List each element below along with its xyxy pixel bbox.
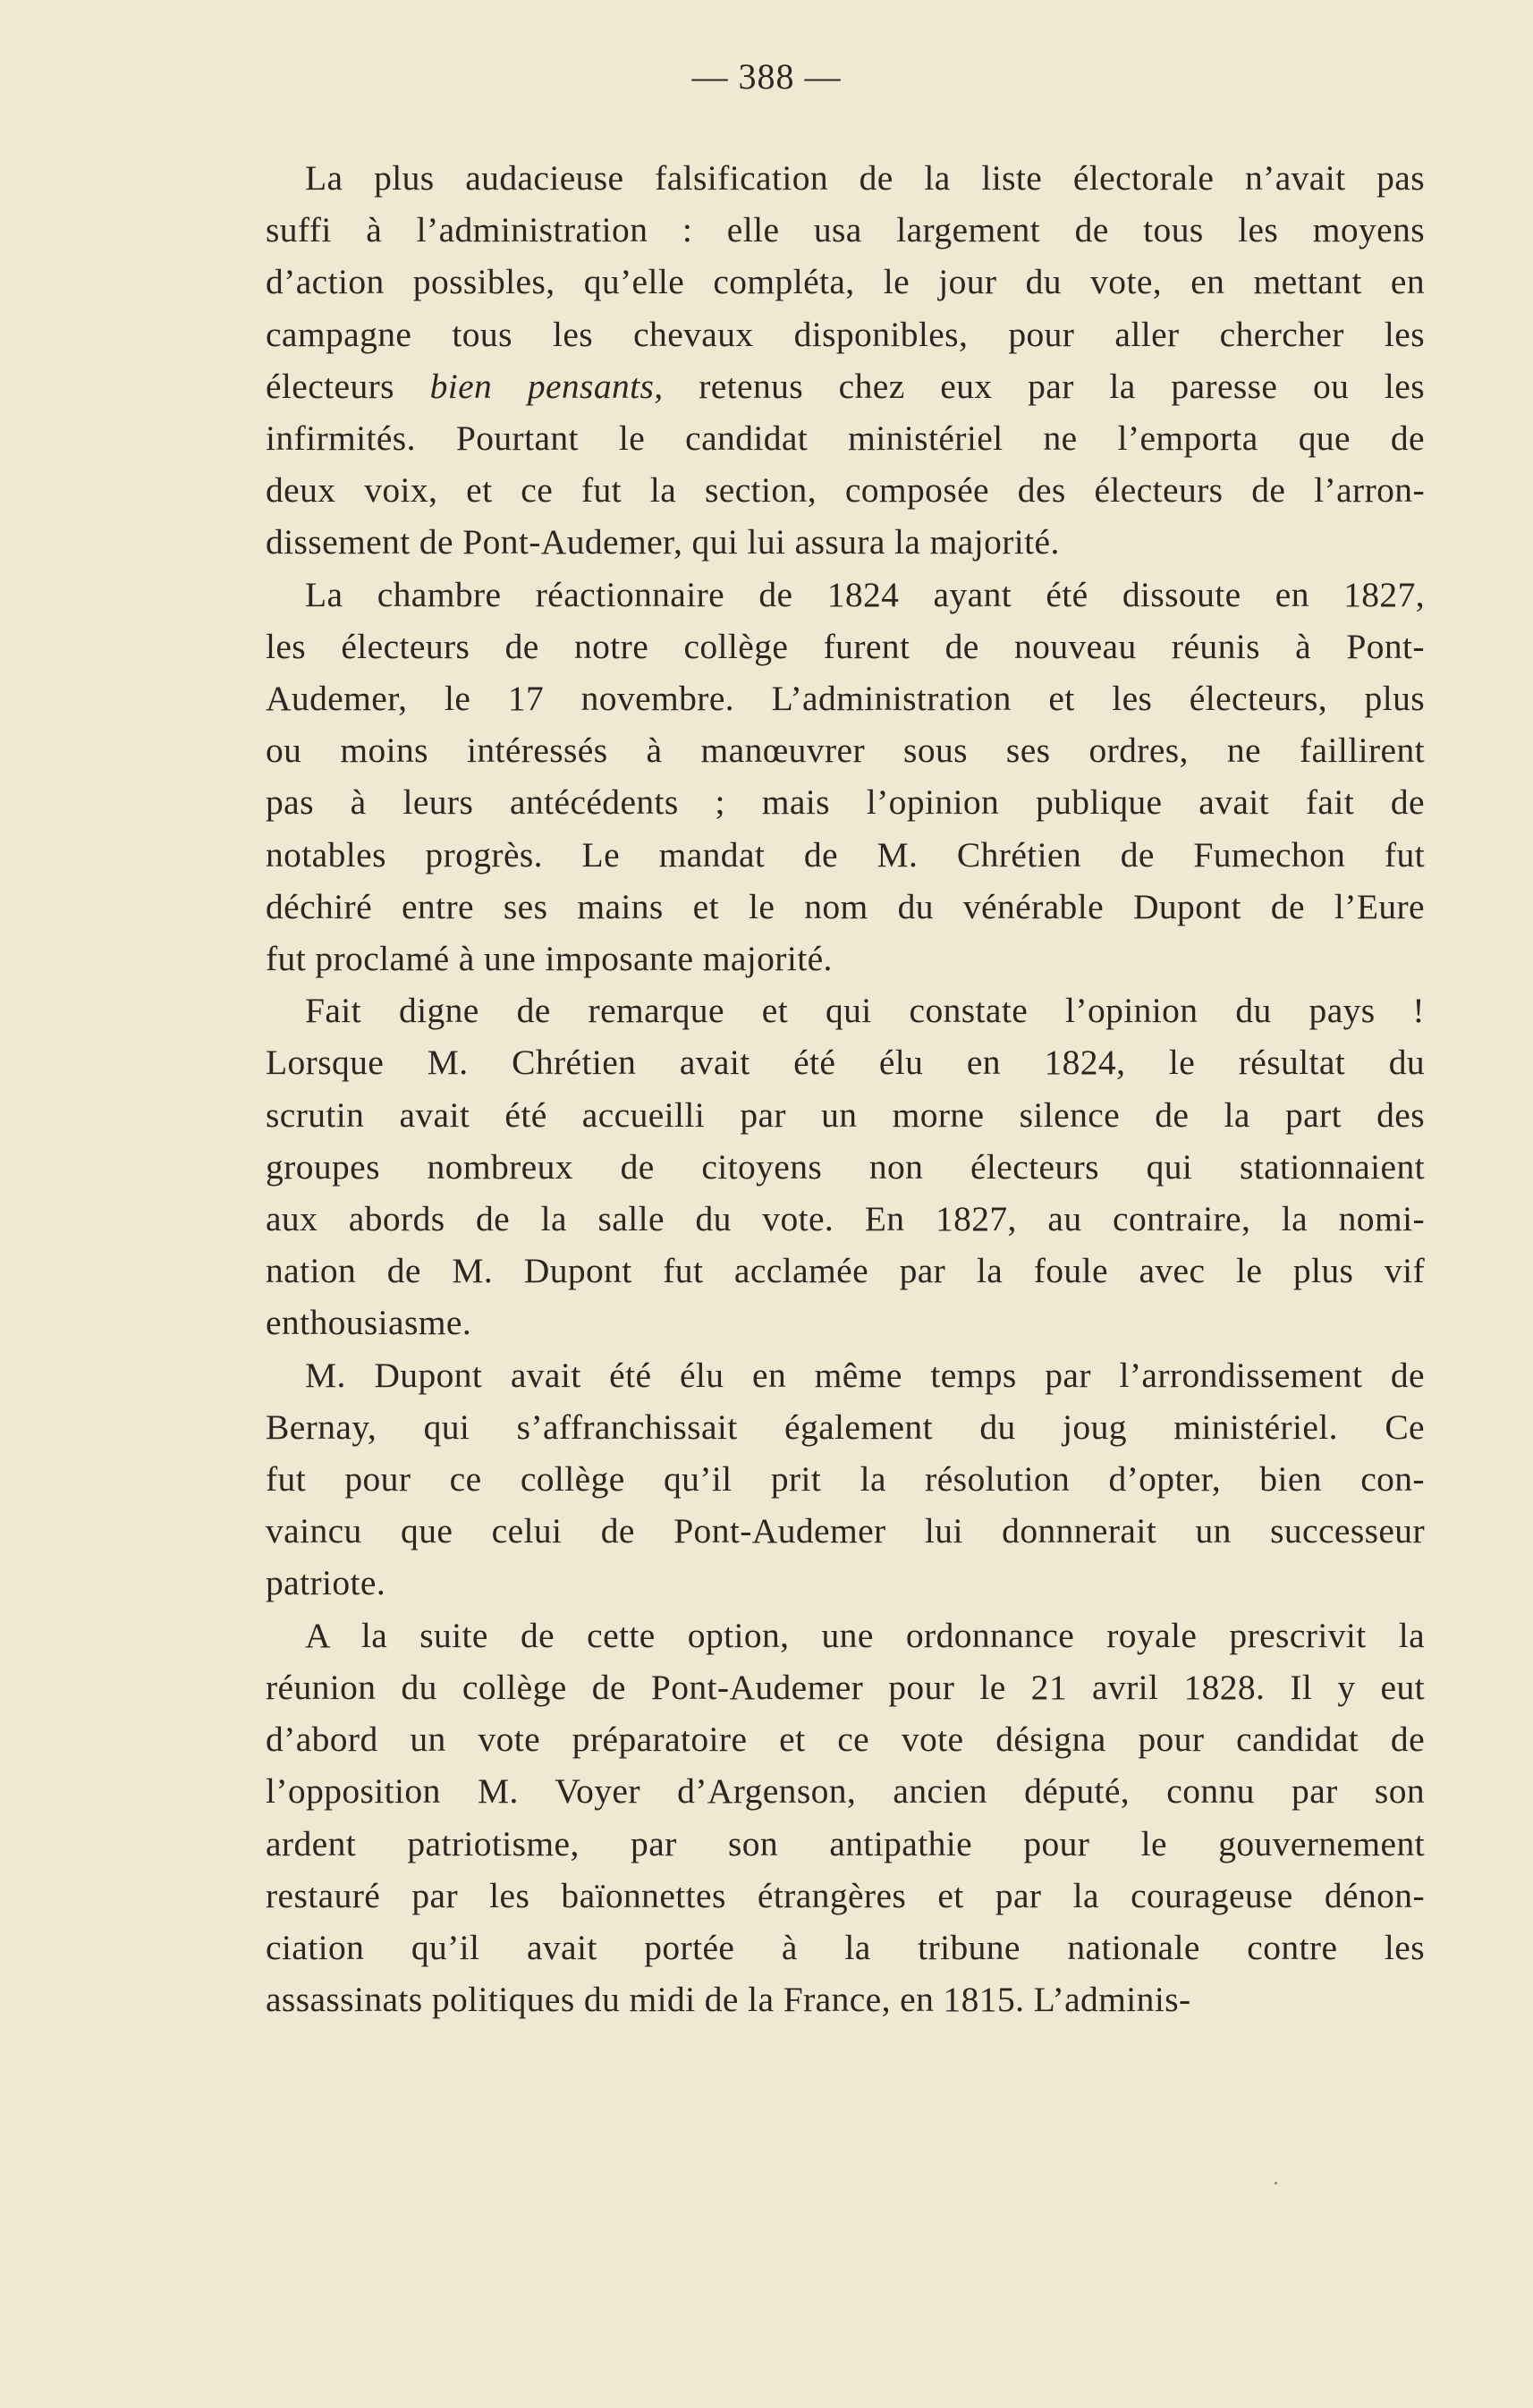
text-line: Lorsque M. Chrétien avait été élu en 1824, le résultat du: [266, 1043, 1425, 1083]
paragraph: [226, 569, 1425, 985]
text-line: Audemer, le 17 novembre. L’administration et les électeurs, plus: [266, 679, 1425, 719]
text-line: restauré par les baïonnettes étrangères et par la courageuse dénon-: [266, 1875, 1425, 1915]
text-line: d’action possibles, qu’elle compléta, le jour du vote, en mettant en: [266, 262, 1425, 302]
text-line: fut pour ce collège qu’il prit la résolution d’opter, bien con-: [266, 1459, 1425, 1500]
text-line: pas à leurs antécédents ; mais l’opinion publique avait fait de: [266, 782, 1425, 823]
text-line: fut proclamé à une imposante majorité.: [266, 939, 833, 979]
text-line: M. Dupont avait été élu en même temps par l’arrondissement de: [305, 1355, 1425, 1395]
text-line: l’opposition M. Voyer d’Argenson, ancien député, connu par son: [266, 1771, 1425, 1812]
text-line: A la suite de cette option, une ordonnance royale prescrivit la: [305, 1615, 1425, 1655]
text-line: vaincu que celui de Pont-Audemer lui donnnerait un successeur: [266, 1511, 1425, 1551]
text-line: notables progrès. Le mandat de M. Chrétien de Fumechon fut: [266, 834, 1425, 874]
text-line: ardent patriotisme, par son antipathie pour le gouvernement: [266, 1823, 1425, 1863]
text-line: patriote.: [266, 1563, 386, 1603]
text-line: Fait digne de remarque et qui constate l’opinion du pays !: [305, 991, 1425, 1031]
text-line: assassinats politiques du midi de la France, en 1815. L’adminis-: [266, 1980, 1191, 2020]
text-line: dissement de Pont-Audemer, qui lui assura la majorité.: [266, 522, 1060, 562]
italic-phrase: bien pensants,: [429, 366, 664, 406]
text-line: ou moins intéressés à manœuvrer sous ses ordres, ne faillirent: [266, 731, 1425, 771]
text-line: suffi à l’administration : elle usa largement de tous les moyens: [266, 210, 1425, 250]
text-line: d’abord un vote préparatoire et ce vote désigna pour candidat de: [266, 1719, 1425, 1760]
text-line: scrutin avait été accueilli par un morne silence de la part des: [266, 1094, 1425, 1135]
text-line: groupes nombreux de citoyens non électeurs qui stationnaient: [266, 1146, 1425, 1187]
paper-speck: [1275, 2182, 1277, 2184]
text-line: nation de M. Dupont fut acclamée par la foule avec le plus vif: [266, 1251, 1425, 1291]
paragraph: [226, 152, 1425, 569]
text-line: La chambre réactionnaire de 1824 ayant été dissoute en 1827,: [305, 574, 1425, 614]
text-line: aux abords de la salle du vote. En 1827, au contraire, la nomi-: [266, 1199, 1425, 1239]
text-line: La plus audacieuse falsification de la liste électorale n’avait pas: [305, 158, 1425, 198]
text-line: déchiré entre ses mains et le nom du vénérable Dupont de l’Eure: [266, 886, 1425, 926]
text-line: campagne tous les chevaux disponibles, pour aller chercher les: [266, 314, 1425, 354]
text-line: Bernay, qui s’affranchissait également du joug ministériel. Ce: [266, 1407, 1425, 1447]
paragraph: [226, 1349, 1425, 1610]
text-line: ciation qu’il avait portée à la tribune nationale contre les: [266, 1927, 1425, 1967]
text-line: réunion du collège de Pont-Audemer pour le 21 avril 1828. Il y eut: [266, 1667, 1425, 1707]
paragraph: [226, 1610, 1425, 2026]
text-line: électeurs bien pensants, retenus chez eux par la paresse ou les: [266, 366, 1426, 406]
paragraph: [226, 984, 1425, 1348]
body-text: [226, 152, 1425, 2025]
page-number: — 388 —: [691, 56, 842, 97]
text-line: infirmités. Pourtant le candidat ministériel ne l’emporta que de: [266, 418, 1425, 459]
text-line: deux voix, et ce fut la section, composée des électeurs de l’arron-: [266, 470, 1425, 511]
text-line: enthousiasme.: [266, 1303, 472, 1343]
text-line: les électeurs de notre collège furent de nouveau réunis à Pont-: [266, 626, 1425, 666]
